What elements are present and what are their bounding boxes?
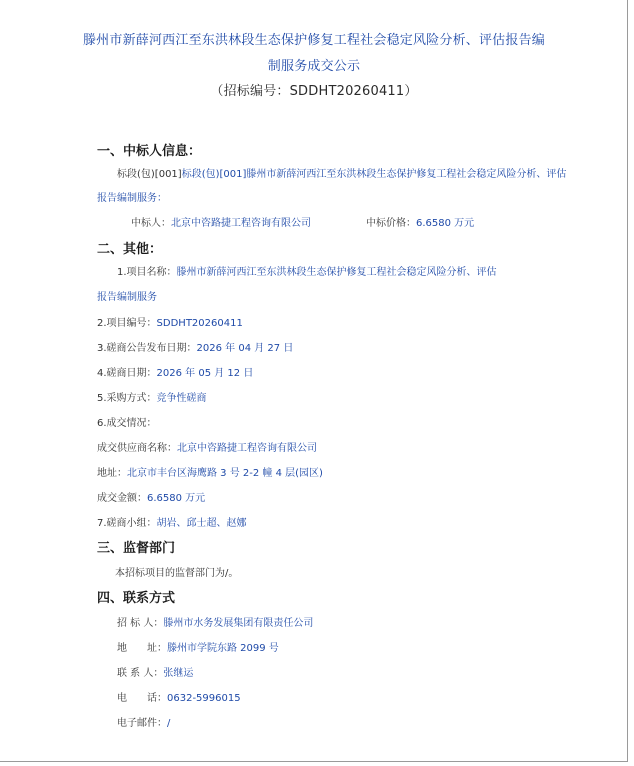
project-code-value: SDDHT20260411 [156, 318, 243, 329]
address-value: 北京市丰台区海鹰路 3 号 2-2 幢 4 层(园区) [127, 468, 323, 479]
panel-value: 胡岩、邱士超、赵娜 [156, 518, 247, 529]
section-contact-heading: 四、联系方式 [97, 591, 176, 606]
price-label: 中标价格： [366, 218, 416, 229]
procurement-method-line [97, 392, 207, 406]
winner-label: 中标人： [131, 218, 171, 229]
price-value: 6.6580 万元 [416, 218, 475, 229]
supplier-value: 北京中咨路捷工程咨询有限公司 [177, 443, 317, 454]
phone-line [117, 692, 241, 706]
notice-date-value: 2026 年 04 月 27 日 [196, 343, 294, 354]
procurement-method-label: 5.采购方式： [97, 393, 157, 404]
amount-line [97, 492, 205, 506]
supervision-text: 本招标项目的监督部门为/。 [115, 568, 239, 579]
winner-line [131, 217, 311, 231]
negotiation-date-line [97, 367, 253, 381]
project-name-line [117, 266, 497, 280]
winner-value: 北京中咨路捷工程咨询有限公司 [171, 218, 311, 229]
phone-value: 0632-5996015 [167, 693, 241, 704]
amount-label: 成交金额： [97, 493, 147, 504]
contact-address-line [117, 642, 279, 656]
notice-date-label: 3.磋商公告发布日期： [97, 343, 197, 354]
section-supervision-heading: 三、监督部门 [97, 541, 176, 556]
email-value: / [167, 718, 171, 729]
project-name-value: 滕州市新薛河西江至东洪林段生态保护修复工程社会稳定风险分析、评估 [176, 267, 497, 278]
project-name-line-2: 报告编制服务 [97, 292, 157, 303]
project-code-line [97, 317, 243, 331]
tenderer-value: 滕州市水务发展集团有限责任公司 [163, 618, 314, 629]
supplier-label: 成交供应商名称： [97, 443, 177, 454]
tenderer-label: 招 标 人： [117, 618, 164, 629]
panel-label: 7.磋商小组： [97, 518, 157, 529]
email-line [117, 717, 170, 731]
email-label: 电子邮件： [117, 718, 167, 729]
notice-date-line [97, 342, 293, 356]
bid-package-line: 标段(包)[001]标段(包)[001]滕州市新薛河西江至东洪林段生态保护修复工程社会稳定风险分析、评估 [117, 169, 567, 180]
contact-person-value: 张继运 [163, 668, 194, 679]
tenderer-line [117, 617, 313, 631]
section-other-heading: 二、其他： [97, 242, 163, 257]
tender-code: （招标编号：SDDHT20260411） [210, 84, 418, 99]
negotiation-date-label: 4.磋商日期： [97, 368, 157, 379]
address-label: 地址： [97, 468, 127, 479]
document-title-line-1: 滕州市新薛河西江至东洪林段生态保护修复工程社会稳定风险分析、评估报告编 [82, 33, 545, 48]
contact-address-label: 地 址： [117, 643, 167, 654]
project-code-label: 2.项目编号： [97, 318, 157, 329]
contact-address-value: 滕州市学院东路 2099 号 [167, 643, 279, 654]
negotiation-date-value: 2026 年 05 月 12 日 [156, 368, 254, 379]
procurement-method-value: 竞争性磋商 [156, 393, 207, 404]
amount-value: 6.6580 万元 [147, 493, 206, 504]
bid-package-line-2: 报告编制服务： [97, 193, 167, 204]
panel-line [97, 517, 247, 531]
price-line [366, 217, 474, 231]
supplier-line [97, 442, 317, 456]
deal-status-label: 6.成交情况： [97, 418, 157, 429]
project-name-label: 1.项目名称： [117, 267, 177, 278]
contact-person-label: 联 系 人： [117, 668, 164, 679]
document-title-line-2: 制服务成交公示 [267, 59, 361, 74]
contact-person-line [117, 667, 193, 681]
bid-package-name: 标段(包)[001]滕州市新薛河西江至东洪林段生态保护修复工程社会稳定风险分析、评估 [181, 169, 567, 180]
address-line [97, 467, 323, 481]
phone-label: 电 话： [117, 693, 167, 704]
section-winner-heading: 一、中标人信息： [97, 144, 202, 159]
